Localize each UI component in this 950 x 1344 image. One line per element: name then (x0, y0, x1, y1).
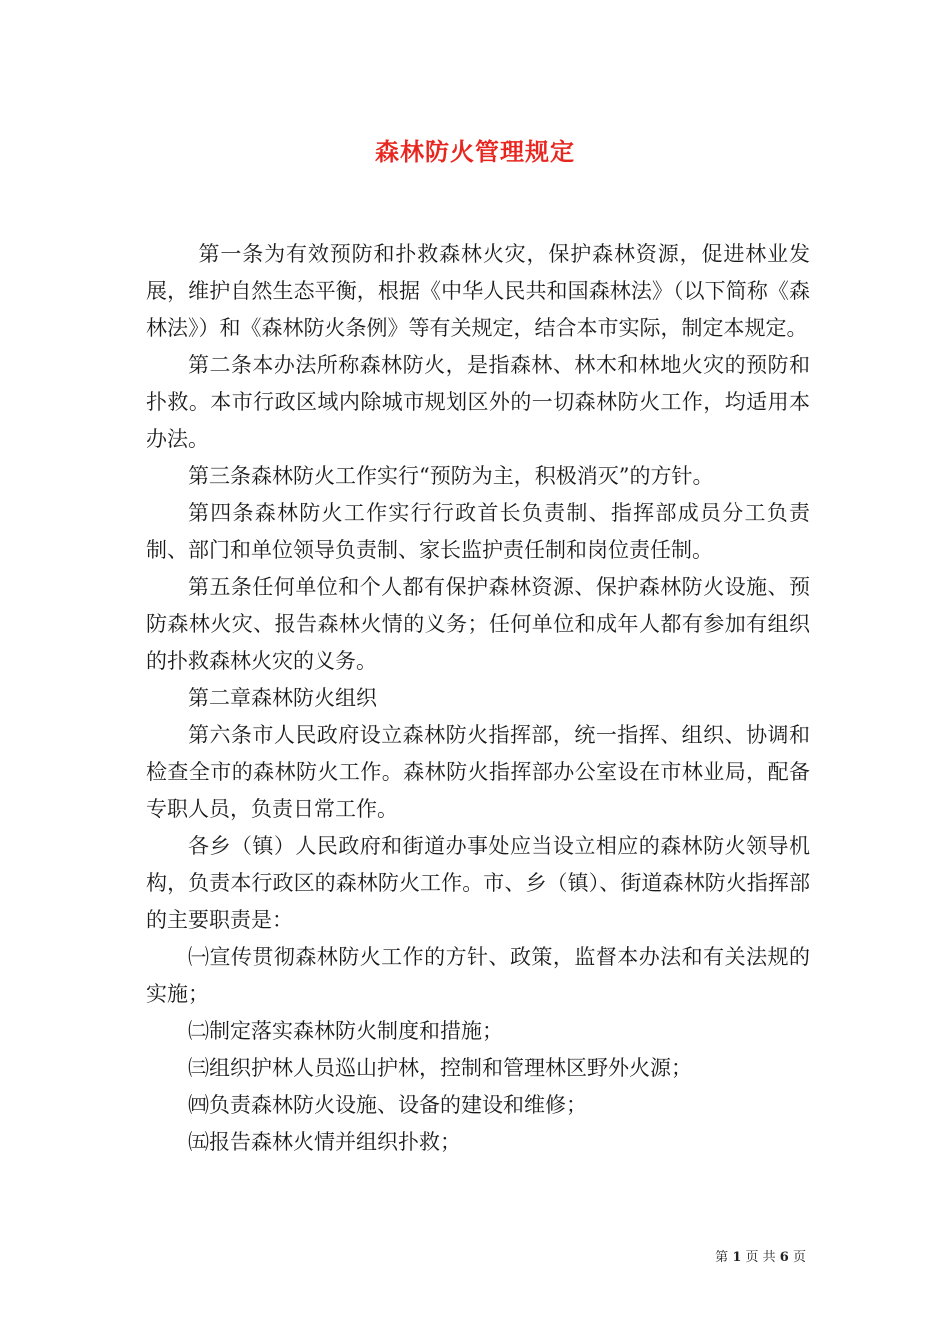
paragraph-local-agencies: 各乡（镇）人民政府和街道办事处应当设立相应的森林防火领导机构，负责本行政区的森林防火工作。市、乡（镇）、街道森林防火指挥部的主要职责是： (146, 834, 810, 932)
list-item-duty-1: ㈠宣传贯彻森林防火工作的方针、政策，监督本办法和有关法规的实施； (146, 945, 810, 1006)
footer-suffix: 页 (792, 1250, 806, 1265)
paragraph-article-1: 第一条为有效预防和扑救森林火灾，保护森林资源，促进林业发展，维护自然生态平衡，根据《中华人民共和国森林法》（以下简称《森林法》）和《森林防火条例》等有关规定，结合本市实际，制定本规定。 (146, 242, 810, 340)
list-item-duty-2: ㈡制定落实森林防火制度和措施； (188, 1019, 503, 1043)
paragraph-article-2: 第二条本办法所称森林防火，是指森林、林木和林地火灾的预防和扑救。本市行政区域内除城市规划区外的一切森林防火工作，均适用本办法。 (146, 353, 810, 451)
paragraph-article-4: 第四条森林防火工作实行行政首长负责制、指挥部成员分工负责制、部门和单位领导负责制、家长监护责任制和岗位责任制。 (146, 501, 810, 562)
paragraph-article-5: 第五条任何单位和个人都有保护森林资源、保护森林防火设施、预防森林火灾、报告森林火情的义务；任何单位和成年人都有参加有组织的扑救森林火灾的义务。 (146, 575, 810, 673)
chapter-heading: 第二章森林防火组织 (188, 686, 377, 710)
document-title: 森林防火管理规定 (375, 137, 575, 166)
document-body (146, 236, 810, 1161)
footer-total-pages: 6 (779, 1250, 789, 1265)
paragraph-article-6: 第六条市人民政府设立森林防火指挥部，统一指挥、组织、协调和检查全市的森林防火工作。森林防火指挥部办公室设在市林业局，配备专职人员，负责日常工作。 (146, 723, 810, 821)
footer-middle: 页 共 (745, 1250, 776, 1265)
list-item-duty-5: ㈤报告森林火情并组织扑救； (188, 1130, 461, 1154)
paragraph-article-3: 第三条森林防火工作实行“预防为主，积极消灭”的方针。 (188, 464, 714, 488)
list-item-duty-4: ㈣负责森林防火设施、设备的建设和维修； (188, 1093, 587, 1117)
footer-prefix: 第 (715, 1250, 729, 1265)
page-number-footer (0, 1246, 806, 1265)
footer-current-page: 1 (732, 1250, 742, 1265)
list-item-duty-3: ㈢组织护林人员巡山护林，控制和管理林区野外火源； (188, 1056, 692, 1080)
